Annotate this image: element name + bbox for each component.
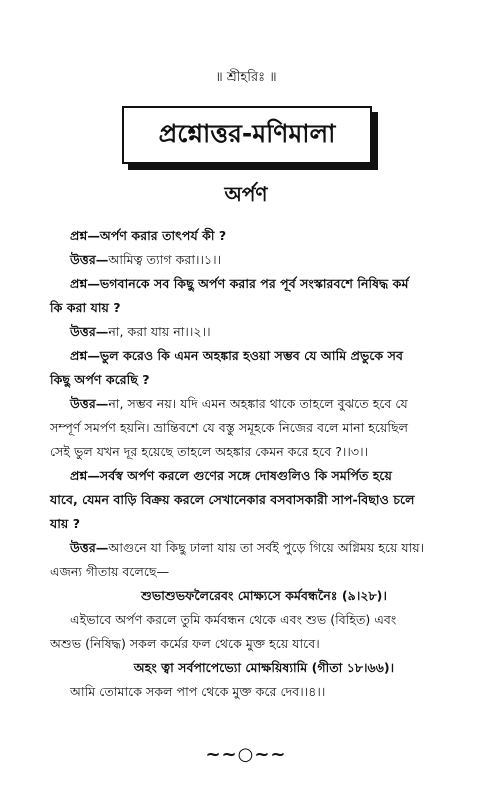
section-title: অর্পণ xyxy=(224,182,268,206)
text-line xyxy=(50,560,478,584)
text-line xyxy=(50,632,478,656)
question-label: প্রশ্ন— xyxy=(70,468,100,483)
text-line xyxy=(50,344,478,368)
question-label: প্রশ্ন— xyxy=(70,348,100,363)
line-text: অর্পণ করার তাৎপর্য কী ? xyxy=(99,228,227,243)
text-line xyxy=(50,416,478,440)
line-text: না, করা যায় না।।২।। xyxy=(108,324,211,339)
answer-label: উত্তর— xyxy=(70,540,109,555)
text-line xyxy=(50,440,478,464)
text-line xyxy=(50,536,478,560)
line-text: সর্বস্ব অর্পণ করলে গুণের সঙ্গে দোষগুলিও কি সমর্পিত হয়ে xyxy=(99,468,392,483)
answer-label: উত্তর— xyxy=(70,396,109,411)
answer-label: উত্তর— xyxy=(70,252,109,267)
text-line xyxy=(50,512,478,536)
line-text: শুভাশুভফলৈরেবং মোক্ষ্যসে কর্মবন্ধনৈঃ (৯।২৮)। xyxy=(141,588,387,603)
line-text: কি করা যায় ? xyxy=(50,300,121,315)
line-text: না, সম্ভব নয়। যদি এমন অহঙ্কার থাকে তাহলে বুঝতে হবে যে xyxy=(108,396,408,411)
text-line xyxy=(50,464,478,488)
text-line xyxy=(50,368,478,392)
page-title: প্রশ্নোত্তর-মণিমালা xyxy=(158,118,336,148)
text-line xyxy=(50,608,478,632)
page-header: ॥ শ্রীহরিঃ ॥ xyxy=(215,70,277,85)
end-ornament: ~~○~~ xyxy=(205,744,287,765)
text-line xyxy=(50,320,478,344)
line-text: যায় ? xyxy=(50,516,81,531)
text-line xyxy=(50,392,478,416)
line-text: আগুনে যা কিছু ঢালা যায় তা সর্বই পুড়ে গিয়ে অগ্নিময় হয়ে যায়। xyxy=(108,540,425,555)
text-line xyxy=(50,584,478,608)
text-line xyxy=(50,296,478,320)
line-text: অহং ত্বা সর্বপাপেভ্যো মোক্ষয়িষ্যামি (গীতা ১৮।৬৬)। xyxy=(133,660,395,675)
title-box xyxy=(122,106,372,164)
line-text: এজন্য গীতায় বলেছে— xyxy=(50,564,170,579)
text-line xyxy=(50,656,478,680)
line-text: ভগবানকে সব কিছু অর্পণ করার পর পূর্ব সংস্কারবশে নিষিদ্ধ কর্ম xyxy=(99,276,409,291)
text-line xyxy=(50,272,478,296)
line-text: এইভাবে অর্পণ করলে তুমি কর্মবন্ধন থেকে এবং শুভ (বিহিত) এবং xyxy=(70,612,397,627)
line-text: যাবে, যেমন বাড়ি বিক্রয় করলে সেখানেকার বসবাসকারী সাপ-বিছাও চলে xyxy=(50,492,415,507)
line-text: সেই ভুল যখন দূর হয়েছে তাহলে অহঙ্কার কেমন করে হবে ?।।৩।। xyxy=(50,444,369,459)
answer-label: উত্তর— xyxy=(70,324,109,339)
text-line xyxy=(50,224,478,248)
question-label: প্রশ্ন— xyxy=(70,276,100,291)
line-text: আমিত্ব ত্যাগ করা।।১।। xyxy=(108,252,222,267)
line-text: ভুল করেও কি এমন অহঙ্কার হওয়া সম্ভব যে আমি প্রভুকে সব xyxy=(99,348,403,363)
text-line xyxy=(50,248,478,272)
question-label: প্রশ্ন— xyxy=(70,228,100,243)
line-text: সম্পূর্ণ সমর্পণ হয়নি। ভ্রান্তিবশে যে বস্তু সমূহকে নিজের বলে মানা হয়েছিল xyxy=(50,420,408,435)
line-text: আমি তোমাকে সকল পাপ থেকে মুক্ত করে দেব।।৪।। xyxy=(70,684,326,699)
text-line xyxy=(50,488,478,512)
line-text: কিছু অর্পণ করেছি ? xyxy=(50,372,150,387)
qa-content xyxy=(50,224,478,704)
text-line xyxy=(50,680,478,704)
line-text: অশুভ (নিষিদ্ধ) সকল কর্মের ফল থেকে মুক্ত হয়ে যাবে। xyxy=(50,636,320,651)
